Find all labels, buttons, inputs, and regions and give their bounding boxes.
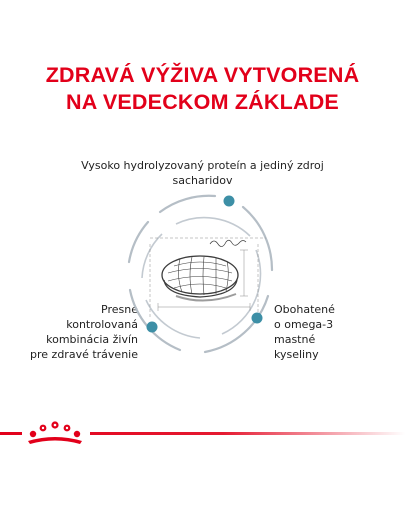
benefit-left-line-2: kontrolovaná — [66, 318, 138, 331]
benefit-top-line-1: Vysoko hydrolyzovaný proteín a jediný zdroj — [81, 159, 324, 172]
royal-canin-crown-icon — [22, 421, 90, 444]
benefit-right-line-4: kyseliny — [274, 348, 319, 361]
benefit-left-line-1: Presne — [101, 303, 138, 316]
benefit-left-line-4: pre zdravé trávenie — [30, 348, 138, 361]
benefit-right-line-3: mastné — [274, 333, 316, 346]
title-line-1: ZDRAVÁ VÝŽIVA VYTVORENÁ — [45, 63, 360, 87]
benefit-left-line-3: kombinácia živín — [46, 333, 138, 346]
benefit-right-line-2: o omega-3 — [274, 318, 334, 331]
benefit-top-line-2: sacharidov — [172, 174, 233, 187]
benefit-right-line-1: Obohatené — [274, 303, 335, 316]
title-line-2: NA VEDECKOM ZÁKLADE — [66, 90, 339, 114]
